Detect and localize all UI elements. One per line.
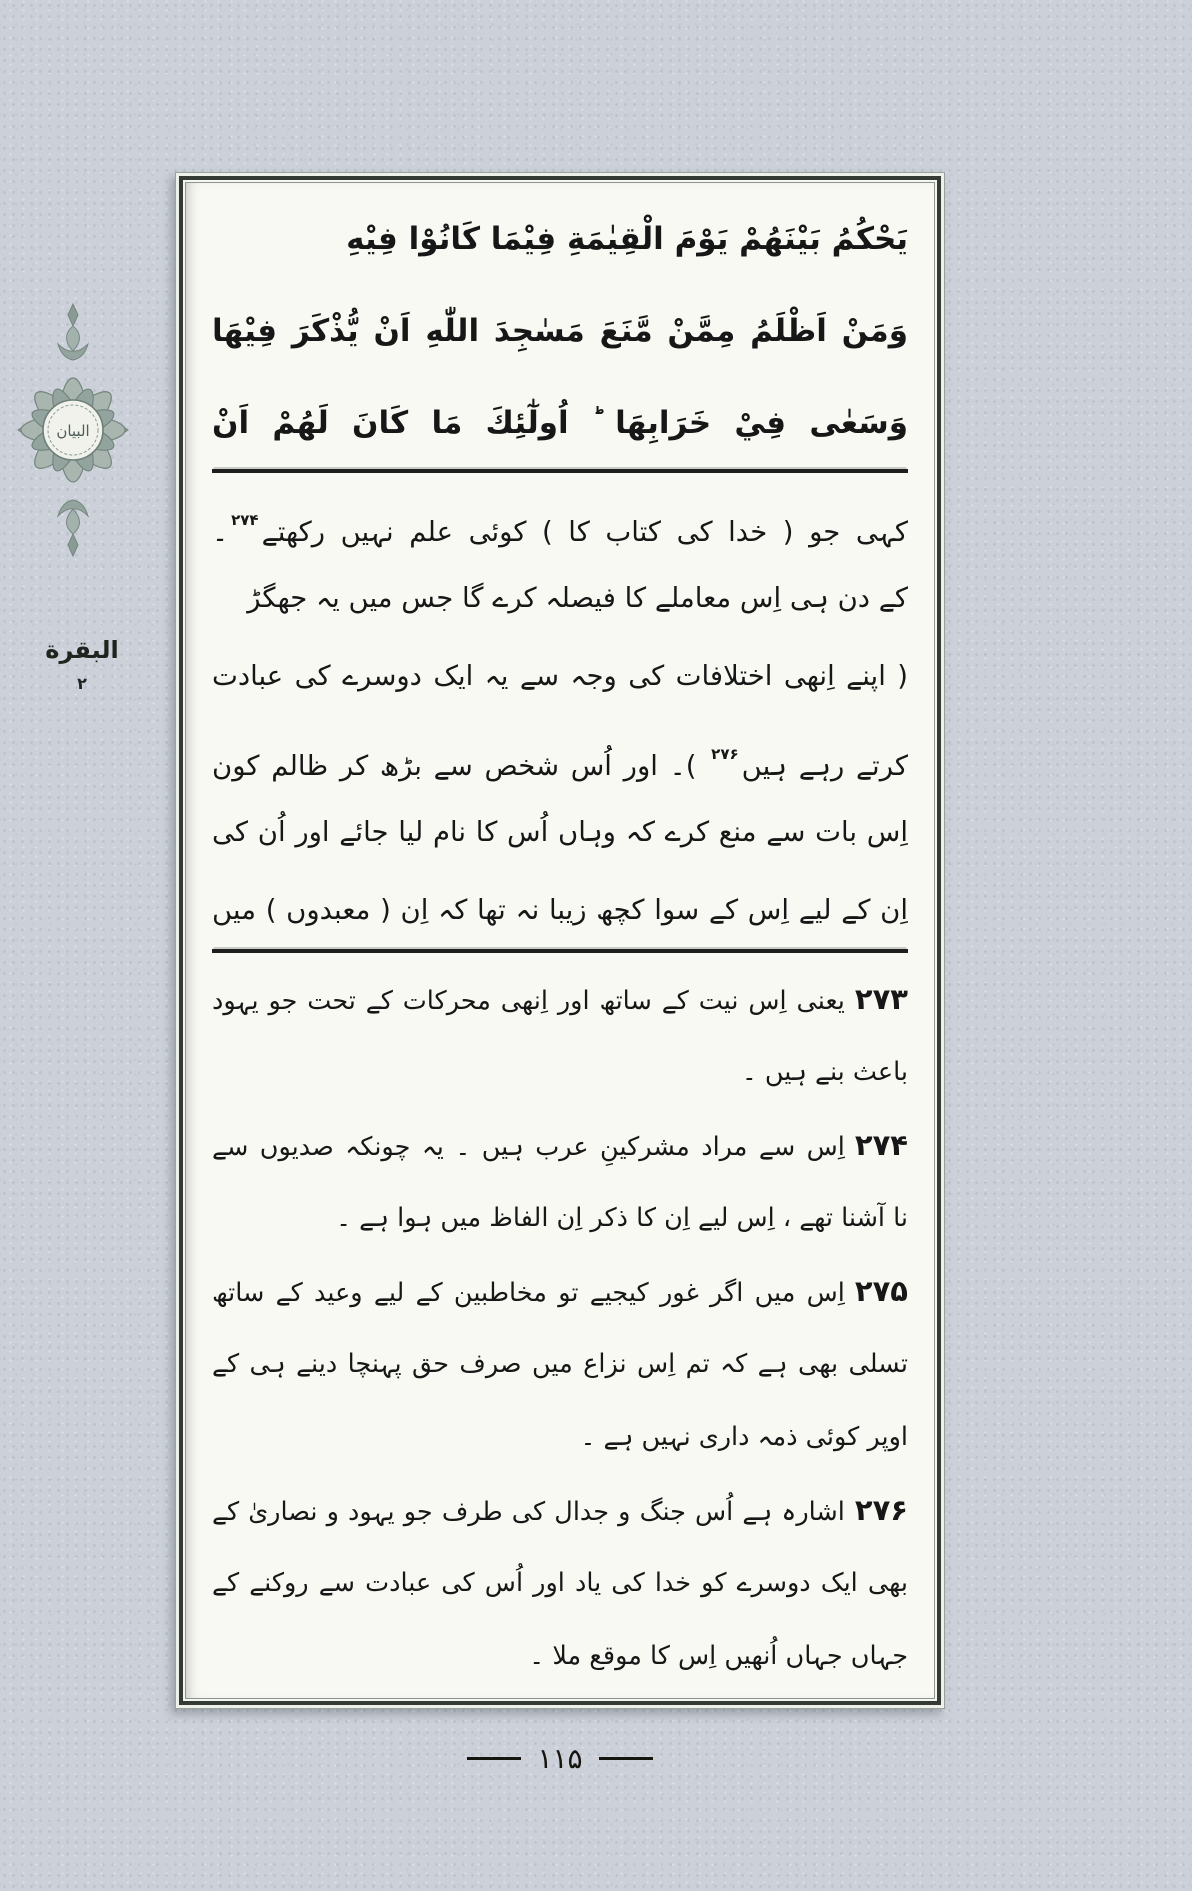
footnote-line — [212, 1474, 908, 1547]
footnote-line: تسلی بھی ہے کہ تم اِس نزاع میں صرف حق پہنچا دینے ہی کے — [212, 1349, 908, 1379]
footnote-text: اِس میں اگر غور کیجیے تو مخاطبین کے لیے وعید کے ساتھ — [212, 1278, 845, 1308]
quran-line-1 — [212, 193, 908, 285]
footnote-273 — [212, 963, 908, 1109]
translation-line — [212, 871, 908, 949]
footnote-number: ۲۷۴ — [854, 1128, 908, 1162]
footnote-number: ۲۷۵ — [854, 1274, 908, 1308]
publisher-medallion — [14, 300, 132, 560]
page-footer — [175, 1742, 945, 1775]
footnote-276 — [212, 1474, 908, 1693]
translation-text: )۔ اور اُس شخص سے بڑھ کر ظالم کون — [212, 750, 697, 782]
footnote-275 — [212, 1255, 908, 1474]
surah-number-label: ۲ — [77, 674, 87, 693]
translation-text: ۔ — [212, 516, 229, 548]
page-frame-inner-border — [179, 176, 941, 1705]
footnote-274 — [212, 1109, 908, 1255]
footnote-line: باعث بنے ہیں ۔ — [741, 1057, 908, 1087]
footnote-text: اشارہ ہے اُس جنگ و جدال کی طرف جو یہود و نصاریٰ کے — [212, 1497, 845, 1527]
footnote-text: یعنی اِس نیت کے ساتھ اور اِنھی محرکات کے تحت جو یہود — [212, 986, 845, 1016]
footnote-line: بھی ایک دوسرے کو خدا کی یاد اور اُس کی عبادت سے روکنے کے — [212, 1568, 908, 1598]
translation-text: اِس بات سے منع کرے کہ وہاں اُس کا نام لیا جائے اور اُن کی — [212, 816, 908, 848]
footnote-number: ۲۷۶ — [854, 1493, 908, 1527]
footnote-text: اِس سے مراد مشرکینِ عرب ہیں ۔ یہ چونکہ صدیوں سے — [212, 1132, 845, 1162]
divider-translation-footnotes — [212, 949, 908, 953]
translation-line — [212, 715, 908, 793]
footnote-marker: ۲۷۶ — [711, 745, 739, 763]
folio-dash-left — [467, 1757, 521, 1760]
medallion-ornament-icon — [14, 300, 132, 560]
footnote-line: نا آشنا تھے ، اِس لیے اِن کا ذکر اِن الفاظ میں ہوا ہے ۔ — [336, 1203, 908, 1233]
footnote-line — [212, 1255, 908, 1328]
footnote-line — [212, 963, 908, 1036]
translation-line — [212, 559, 908, 637]
page-number: ۱۱۵ — [537, 1742, 583, 1775]
footnote-line — [212, 1109, 908, 1182]
translation-text: کہی جو ( خدا کی کتاب کا ) کوئی علم نہیں رکھتے — [261, 516, 908, 548]
translation-line — [212, 481, 908, 559]
translation-line — [212, 637, 908, 715]
translation-text: کرتے رہے ہیں — [741, 750, 908, 782]
quran-line-2: وَمَنْ اَظْلَمُ مِمَّنْ مَّنَعَ مَسٰجِدَ اللّٰهِ اَنْ يُّذْكَرَ فِيْهَا — [212, 313, 908, 349]
divider-quran-translation — [212, 469, 908, 473]
translation-text: کے دن ہی اِس معاملے کا فیصلہ کرے گا جس میں یہ جھگڑ — [247, 582, 908, 614]
quran-text-block — [212, 193, 908, 469]
surah-name-label: البقرة — [45, 636, 119, 664]
footnote-line: اوپر کوئی ذمہ داری نہیں ہے ۔ — [580, 1422, 908, 1452]
page-content — [185, 182, 935, 1699]
translation-line — [212, 793, 908, 871]
page-frame — [175, 172, 945, 1709]
folio-dash-right — [599, 1757, 653, 1760]
quran-line-1-text: يَحْكُمُ بَيْنَهُمْ يَوْمَ الْقِيٰمَةِ فِيْمَا كَانُوْا فِيْهِ — [346, 221, 908, 257]
footnotes-block — [212, 963, 908, 1693]
translation-text: اِن کے لیے اِس کے سوا کچھ زیبا نہ تھا کہ اِن ( معبدوں ) میں — [212, 894, 908, 926]
footnote-number: ۲۷۳ — [854, 982, 908, 1016]
medallion-label: البيان — [56, 422, 90, 440]
footnote-line: جہاں جہاں اُنھیں اِس کا موقع ملا ۔ — [529, 1641, 908, 1671]
footnote-marker: ۲۷۴ — [231, 511, 259, 529]
translation-block — [212, 481, 908, 949]
translation-text: ( اپنے اِنھی اختلافات کی وجہ سے یہ ایک دوسرے کی عبادت — [212, 660, 908, 692]
quran-line-3: وَسَعٰى فِيْ خَرَابِهَا ؕ اُولٰٓئِكَ مَا كَانَ لَهُمْ اَنْ — [212, 405, 908, 441]
